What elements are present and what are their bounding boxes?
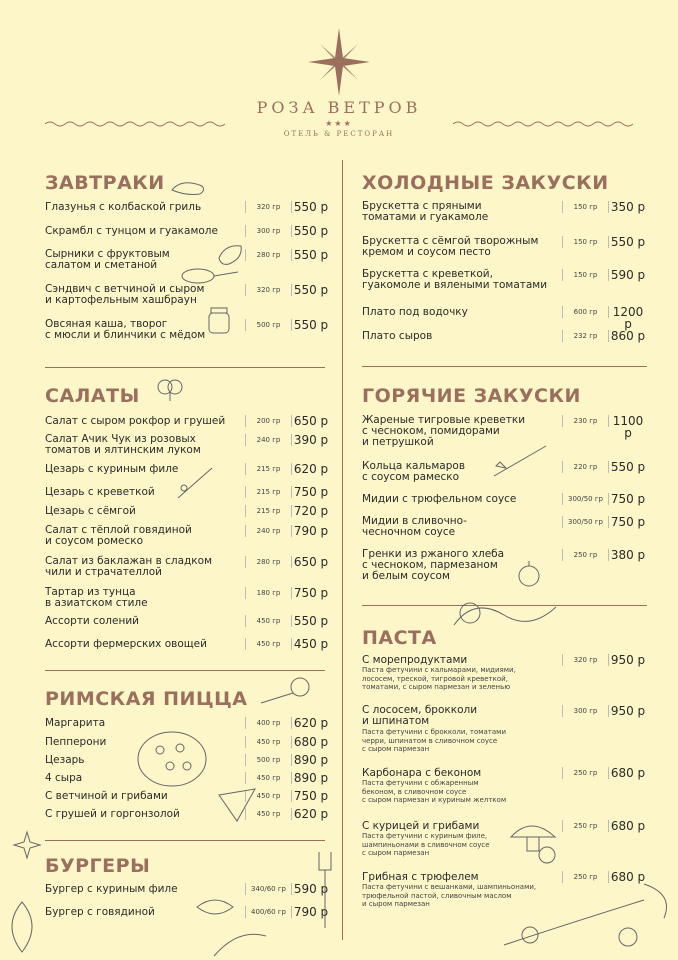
menu-item-price: 550 р xyxy=(610,235,646,249)
menu-item-price: 1200 р xyxy=(612,305,644,331)
menu-item xyxy=(362,236,647,256)
menu-item-price: 450 р xyxy=(293,637,329,651)
menu-item xyxy=(362,653,647,691)
menu-item-weight: 450 гр xyxy=(245,638,292,650)
menu-item-price: 550 р xyxy=(293,614,329,628)
menu-item-name: Плато под водочку xyxy=(362,306,468,318)
menu-item-name: Бургер с куриным филе xyxy=(45,883,178,895)
wave-divider-left xyxy=(45,120,225,128)
jam-jar-sketch-icon xyxy=(205,305,233,335)
menu-item-name: Салат Ачик Чук из розовых томатов и ялтинским луком xyxy=(45,433,201,456)
menu-item-name: Салат из баклажан в сладком чили и страчателлой xyxy=(45,555,212,578)
section-divider xyxy=(45,367,325,368)
menu-item-name: Маргарита xyxy=(45,717,106,729)
menu-item-price: 890 р xyxy=(293,753,329,767)
menu-item-price: 750 р xyxy=(610,492,646,506)
pasta-sketch-icon xyxy=(450,595,560,640)
menu-item xyxy=(362,870,647,908)
menu-item-price: 590 р xyxy=(610,268,646,282)
menu-item-weight: 232 гр xyxy=(562,330,609,342)
menu-item xyxy=(45,201,330,221)
menu-item-price: 350 р xyxy=(610,200,646,214)
menu-item-weight: 215 гр xyxy=(245,463,292,475)
menu-item-name: Овсяная каша, творог с мюсли и блинчики с мёдом xyxy=(45,318,206,341)
section-title-pasta: ПАСТА xyxy=(362,627,437,649)
rating-stars: ★★★ xyxy=(325,119,353,128)
leaf-sketch-icon xyxy=(2,900,42,955)
menu-item-name: Ассорти фермерских овощей xyxy=(45,638,207,650)
mushroom-sketch-icon xyxy=(505,815,565,865)
brand-name: РОЗА ВЕТРОВ xyxy=(256,98,422,117)
menu-item-weight: 320 гр xyxy=(562,654,609,666)
shrimp-sketch-icon xyxy=(170,178,210,196)
menu-item xyxy=(45,525,330,545)
menu-item xyxy=(362,704,647,753)
menu-item-weight: 450 гр xyxy=(245,790,292,802)
menu-item-weight: 400 гр xyxy=(245,717,292,729)
menu-item-price: 750 р xyxy=(293,586,329,600)
menu-item-price: 590 р xyxy=(293,882,329,896)
menu-item-name: С лососем, брокколи и шпинатом xyxy=(362,704,478,727)
pizza-slice-sketch-icon xyxy=(215,785,260,825)
menu-item-price: 620 р xyxy=(293,807,329,821)
menu-item-weight: 240 гр xyxy=(245,525,292,537)
menu-item-weight: 300/50 гр xyxy=(562,516,609,528)
menu-item-weight: 150 гр xyxy=(562,236,609,248)
menu-item-weight: 300 гр xyxy=(245,225,292,237)
menu-item-name: Ассорти солений xyxy=(45,615,139,627)
menu-item xyxy=(362,201,647,221)
menu-item-weight: 250 гр xyxy=(562,820,609,832)
broccoli-sketch-icon xyxy=(155,378,185,402)
menu-item-weight: 215 гр xyxy=(245,486,292,498)
menu-item-name: Салат с сыром рокфор и грушей xyxy=(45,415,226,427)
menu-item-weight: 320 гр xyxy=(245,284,292,296)
menu-item-price: 680 р xyxy=(610,766,646,780)
menu-item-name: 4 сыра xyxy=(45,772,83,784)
section-divider xyxy=(45,840,325,841)
menu-item xyxy=(45,587,330,607)
section-title-cold: ХОЛОДНЫЕ ЗАКУСКИ xyxy=(362,172,609,194)
menu-item-weight: 150 гр xyxy=(562,269,609,281)
menu-item xyxy=(45,284,330,304)
pizza-sketch-icon xyxy=(135,728,210,790)
section-divider xyxy=(45,670,325,671)
menu-item-price: 950 р xyxy=(610,704,646,718)
menu-item-weight: 450 гр xyxy=(245,615,292,627)
menu-item-weight: 150 гр xyxy=(562,201,609,213)
menu-item xyxy=(45,434,330,454)
fork-sketch-icon xyxy=(172,462,222,502)
menu-item-name: Цезарь с креветкой xyxy=(45,486,155,498)
compass-rose-icon xyxy=(306,26,372,98)
menu-item xyxy=(45,790,330,810)
menu-item-name: Тартар из тунца в азиатском стиле xyxy=(45,586,148,609)
menu-item-weight: 180 гр xyxy=(245,587,292,599)
menu-item-weight: 240 гр xyxy=(245,434,292,446)
menu-item xyxy=(45,615,330,635)
garlic-sketch-icon xyxy=(515,560,543,588)
menu-item-weight: 250 гр xyxy=(562,871,609,883)
menu-item-weight: 215 гр xyxy=(245,505,292,517)
menu-item-name: Брускетта с креветкой, гуакомоле и вялеными томатами xyxy=(362,268,548,291)
menu-item-description: Паста фетучини с куриным филе, шампиньонами в сливочном соусе с сыром пармезан xyxy=(362,832,490,857)
menu-item-description: Паста фетучини с брокколи, томатами черри, шпинатом в сливочном соусе с сыром пармезан xyxy=(362,728,506,753)
menu-item-weight: 340/60 гр xyxy=(245,883,292,895)
menu-item-name: Кольца кальмаров с соусом рамеско xyxy=(362,460,466,483)
leaf-bottom-sketch-icon xyxy=(210,930,270,960)
menu-item-name: Цезарь с куриным филе xyxy=(45,463,179,475)
menu-item-name: Мидии с трюфельном соусе xyxy=(362,493,517,505)
herbs-sketch-icon xyxy=(500,895,650,950)
menu-item-weight: 300/50 гр xyxy=(562,493,609,505)
menu-item xyxy=(45,638,330,658)
menu-item-weight: 200 гр xyxy=(245,415,292,427)
menu-item xyxy=(362,548,647,582)
header xyxy=(0,0,678,150)
menu-item xyxy=(362,414,647,448)
menu-item-weight: 250 гр xyxy=(562,767,609,779)
menu-item-weight: 500 гр xyxy=(245,319,292,331)
whisk-sketch-icon xyxy=(180,265,240,287)
menu-item-price: 790 р xyxy=(293,905,329,919)
menu-item xyxy=(45,883,330,903)
menu-item-price: 680 р xyxy=(610,870,646,884)
menu-item-name: Цезарь xyxy=(45,754,85,766)
tagline: ОТЕЛЬ & РЕСТОРАН xyxy=(283,130,395,138)
menu-item-weight: 280 гр xyxy=(245,556,292,568)
menu-item-price: 650 р xyxy=(293,555,329,569)
menu-item xyxy=(45,556,330,576)
menu-item-name: Грибная с трюфелем xyxy=(362,871,479,883)
menu-item-price: 790 р xyxy=(293,524,329,538)
menu-item-weight: 450 гр xyxy=(245,808,292,820)
menu-item-weight: 450 гр xyxy=(245,736,292,748)
menu-item-name: Цезарь с сёмгой xyxy=(45,505,136,517)
chili-sketch-icon xyxy=(640,880,675,920)
menu-item xyxy=(45,808,330,828)
menu-item-price: 550 р xyxy=(293,318,329,332)
menu-item-weight: 230 гр xyxy=(562,415,609,427)
menu-item-price: 390 р xyxy=(293,433,329,447)
menu-item-price: 620 р xyxy=(293,716,329,730)
menu-item-weight: 400/60 гр xyxy=(245,906,292,918)
menu-item xyxy=(362,330,647,350)
menu-item-price: 550 р xyxy=(293,224,329,238)
star-anise-sketch-icon xyxy=(12,830,42,860)
menu-item xyxy=(45,319,330,339)
menu-item xyxy=(45,415,330,435)
section-divider xyxy=(362,366,647,367)
menu-item-price: 550 р xyxy=(293,248,329,262)
menu-item-weight: 320 гр xyxy=(245,201,292,213)
menu-item-weight: 450 гр xyxy=(245,772,292,784)
menu-item-price: 1100 р xyxy=(612,414,644,440)
menu-item-weight: 280 гр xyxy=(245,249,292,261)
menu-item-price: 950 р xyxy=(610,653,646,667)
menu-item xyxy=(45,906,330,926)
menu-item-name: Бургер с говядиной xyxy=(45,906,155,918)
menu-item-weight: 300 гр xyxy=(562,705,609,717)
menu-item-name: Мидии в сливочно- чесночном соусе xyxy=(362,515,467,538)
menu-item-name: С морепродуктами xyxy=(362,654,468,666)
leaf-small-sketch-icon xyxy=(195,893,235,921)
menu-item xyxy=(45,505,330,525)
menu-item-price: 380 р xyxy=(610,548,646,562)
menu-item-price: 750 р xyxy=(610,515,646,529)
column-divider xyxy=(342,160,343,940)
menu-item-name: Сэндвич с ветчиной и сыром и картофельным хашбраун xyxy=(45,283,205,306)
menu-item-name: Глазунья с колбаской гриль xyxy=(45,201,202,213)
menu-item-description: Паста фетучини с кальмарами, мидиями, лососем, треской, тигровой креветкой, томатами, с сыром пармезан и зеленью xyxy=(362,666,516,691)
menu-item-name: Жареные тигровые креветки с чесноком, помидорами и петрушкой xyxy=(362,414,526,448)
menu-item-name: Плато сыров xyxy=(362,330,433,342)
fork-tall-sketch-icon xyxy=(315,850,335,930)
menu-item-name: С ветчиной и грибами xyxy=(45,790,168,802)
menu-item-price: 720 р xyxy=(293,504,329,518)
section-title-hot: ГОРЯЧИЕ ЗАКУСКИ xyxy=(362,385,581,407)
menu-item-name: Карбонара с беконом xyxy=(362,767,482,779)
menu-item-price: 550 р xyxy=(293,283,329,297)
menu-item-price: 650 р xyxy=(293,414,329,428)
menu-item-price: 550 р xyxy=(610,460,646,474)
menu-item-weight: 500 гр xyxy=(245,754,292,766)
pizza-cutter-sketch-icon xyxy=(255,675,315,705)
menu-item-weight: 600 гр xyxy=(562,306,609,318)
menu-item-price: 890 р xyxy=(293,771,329,785)
menu-item xyxy=(362,493,647,513)
section-title-burgers: БУРГЕРЫ xyxy=(45,855,151,877)
menu-item-description: Паста фетучини с вешанками, шампиньонами, трюфельной пастой, сливочным маслом и сыром пармезан xyxy=(362,883,537,908)
menu-item-name: Брускетта с пряными томатами и гуакамоле xyxy=(362,200,489,223)
menu-item-price: 680 р xyxy=(610,819,646,833)
menu-item-name: Гренки из ржаного хлеба с чесноком, пармезаном и белым соусом xyxy=(362,548,505,582)
menu-item-name: С грушей и горгонзолой xyxy=(45,808,180,820)
menu-item-price: 680 р xyxy=(293,735,329,749)
menu-item xyxy=(362,766,647,804)
menu-item-price: 620 р xyxy=(293,462,329,476)
menu-item-name: Салат с тёплой говядиной и соусом ромеско xyxy=(45,524,192,547)
section-title-pizza: РИМСКАЯ ПИЦЦА xyxy=(45,688,248,710)
section-title-breakfast: ЗАВТРАКИ xyxy=(45,172,165,194)
menu-item-weight: 220 гр xyxy=(562,461,609,473)
menu-item-weight: 250 гр xyxy=(562,549,609,561)
spoon-sketch-icon xyxy=(490,440,550,480)
menu-item xyxy=(362,516,647,536)
menu-item-price: 750 р xyxy=(293,485,329,499)
menu-item-price: 550 р xyxy=(293,200,329,214)
menu-item xyxy=(45,225,330,245)
menu-item xyxy=(362,269,647,289)
menu-item-name: Брускетта с сёмгой творожным кремом и соусом песто xyxy=(362,235,539,258)
menu-item-price: 750 р xyxy=(293,789,329,803)
menu-item-name: Сырники с фруктовым салатом и сметаной xyxy=(45,248,170,271)
menu-item-name: Пепперони xyxy=(45,736,107,748)
menu-item-price: 860 р xyxy=(610,329,646,343)
menu-item xyxy=(362,305,647,331)
menu-item-name: Скрамбл с тунцом и гуакамоле xyxy=(45,225,218,237)
wave-divider-right xyxy=(453,120,633,128)
section-title-salads: САЛАТЫ xyxy=(45,385,140,407)
menu-item-name: С курицей и грибами xyxy=(362,820,480,832)
menu-item-description: Паста фетучини с обжаренным беконом, в сливочном соусе с сыром пармезан и куриным желтком xyxy=(362,779,507,804)
